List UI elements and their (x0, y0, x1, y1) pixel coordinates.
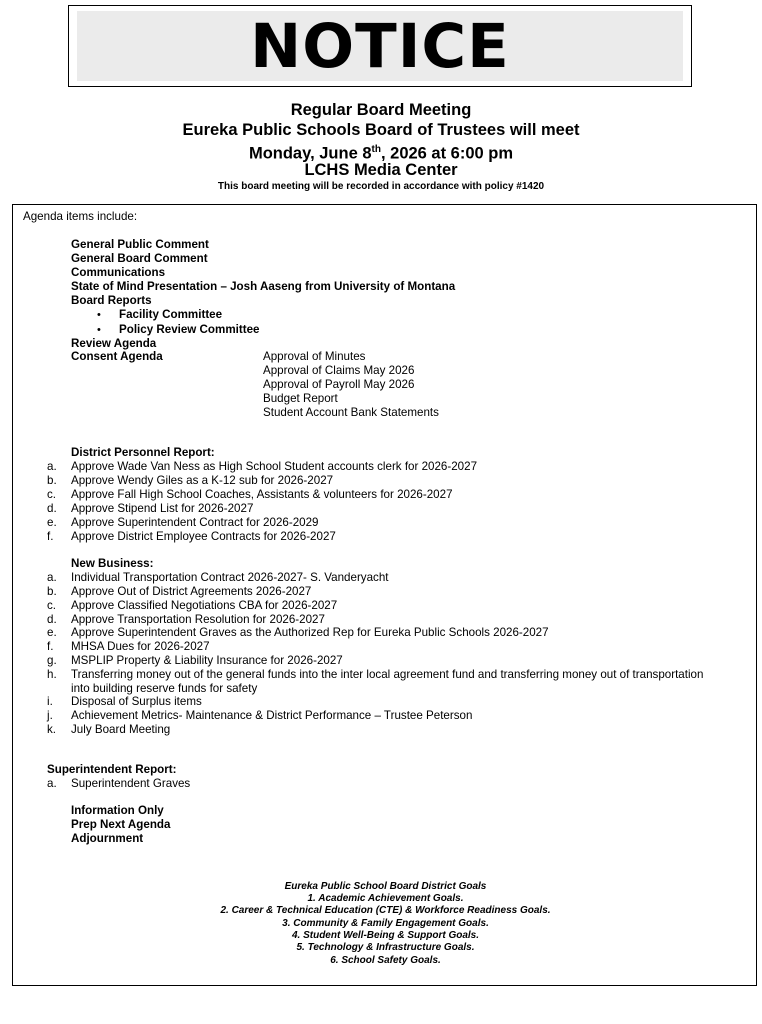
agenda-item: General Public Comment (71, 238, 209, 251)
item-label: c. (47, 599, 57, 612)
item-label: k. (47, 723, 57, 736)
bullet-icon: • (97, 309, 101, 321)
item-label: b. (47, 474, 57, 487)
new-business-item: MHSA Dues for 2026-2027 (71, 640, 210, 653)
board-report-item: Policy Review Committee (119, 323, 260, 336)
date-pre: Monday, June 8 (248, 144, 372, 163)
personnel-item: Approve Superintendent Contract for 2026-2029 (71, 516, 319, 529)
new-business-item: Transferring money out of the general funds into the inter local agreement fund and transferring money out of transportation (71, 668, 704, 681)
item-label: f. (47, 530, 54, 543)
item-label: h. (47, 668, 57, 681)
consent-label: Consent Agenda (71, 350, 163, 363)
consent-item: Student Account Bank Statements (263, 406, 439, 419)
agenda-item: Communications (71, 266, 166, 279)
consent-item: Budget Report (263, 392, 338, 405)
notice-title: NOTICE (250, 10, 510, 82)
superintendent-item: Superintendent Graves (71, 777, 191, 790)
agenda-item: State of Mind Presentation – Josh Aaseng from University of Montana (71, 280, 456, 293)
superintendent-heading: Superintendent Report: (47, 763, 177, 776)
personnel-item: Approve Fall High School Coaches, Assistants & volunteers for 2026-2027 (71, 488, 453, 501)
date-post: , 2026 at 6:00 pm (380, 144, 514, 163)
goal-item: 5. Technology & Infrastructure Goals. (296, 942, 475, 953)
meeting-type: Regular Board Meeting (290, 101, 472, 119)
recording-note: This board meeting will be recorded in accordance with policy #1420 (217, 181, 545, 192)
new-business-item: Approve Transportation Resolution for 2026-2027 (71, 613, 325, 626)
consent-item: Approval of Minutes (263, 350, 366, 363)
personnel-heading: District Personnel Report: (71, 446, 215, 459)
item-label: e. (47, 516, 57, 529)
board-report-item: Facility Committee (119, 308, 223, 321)
consent-item: Approval of Payroll May 2026 (263, 378, 415, 391)
item-label: g. (47, 654, 57, 667)
closing-item: Information Only (71, 804, 164, 817)
agenda-box (12, 204, 757, 986)
goal-item: 6. School Safety Goals. (330, 955, 441, 966)
agenda-item: General Board Comment (71, 252, 208, 265)
new-business-item: Achievement Metrics- Maintenance & District Performance – Trustee Peterson (71, 709, 473, 722)
item-label: c. (47, 488, 57, 501)
closing-item: Adjournment (71, 832, 144, 845)
meeting-location: LCHS Media Center (304, 161, 458, 179)
consent-item: Approval of Claims May 2026 (263, 364, 415, 377)
item-label: f. (47, 640, 54, 653)
item-label: d. (47, 502, 57, 515)
new-business-item: Disposal of Surplus items (71, 695, 202, 708)
closing-item: Prep Next Agenda (71, 818, 171, 831)
new-business-item: Individual Transportation Contract 2026-2027- S. Vanderyacht (71, 571, 389, 584)
goal-item: 2. Career & Technical Education (CTE) & Workforce Readiness Goals. (220, 905, 551, 916)
item-label: b. (47, 585, 57, 598)
personnel-item: Approve Stipend List for 2026-2027 (71, 502, 254, 515)
personnel-item: Approve Wendy Giles as a K-12 sub for 2026-2027 (71, 474, 334, 487)
item-label: a. (47, 777, 57, 790)
review-agenda: Review Agenda (71, 337, 157, 350)
agenda-item: Board Reports (71, 294, 152, 307)
goal-item: 1. Academic Achievement Goals. (307, 893, 464, 904)
new-business-item: Approve Superintendent Graves as the Authorized Rep for Eureka Public Schools 2026-2027 (71, 626, 549, 639)
new-business-item: MSPLIP Property & Liability Insurance for 2026-2027 (71, 654, 343, 667)
new-business-item: Approve Classified Negotiations CBA for 2026-2027 (71, 599, 338, 612)
date-sup: th (371, 144, 381, 155)
new-business-item: Approve Out of District Agreements 2026-2027 (71, 585, 312, 598)
goal-item: 3. Community & Family Engagement Goals. (282, 918, 489, 929)
item-label: d. (47, 613, 57, 626)
item-label: j. (47, 709, 53, 722)
new-business-item: July Board Meeting (71, 723, 171, 736)
goals-title: Eureka Public School Board District Goals (284, 881, 487, 892)
personnel-item: Approve District Employee Contracts for 2026-2027 (71, 530, 336, 543)
goal-item: 4. Student Well-Being & Support Goals. (291, 930, 480, 941)
bullet-icon: • (97, 324, 101, 336)
item-label: a. (47, 460, 57, 473)
notice-banner (68, 5, 692, 87)
notice-band (77, 11, 683, 81)
item-label: i. (47, 695, 53, 708)
item-label: a. (47, 571, 57, 584)
item-label: e. (47, 626, 57, 639)
new-business-item-continued: into building reserve funds for safety (71, 682, 258, 695)
personnel-item: Approve Wade Van Ness as High School Student accounts clerk for 2026-2027 (71, 460, 478, 473)
agenda-intro: Agenda items include: (23, 210, 138, 223)
board-line: Eureka Public Schools Board of Trustees will meet (182, 121, 580, 139)
new-business-heading: New Business: (71, 557, 154, 570)
